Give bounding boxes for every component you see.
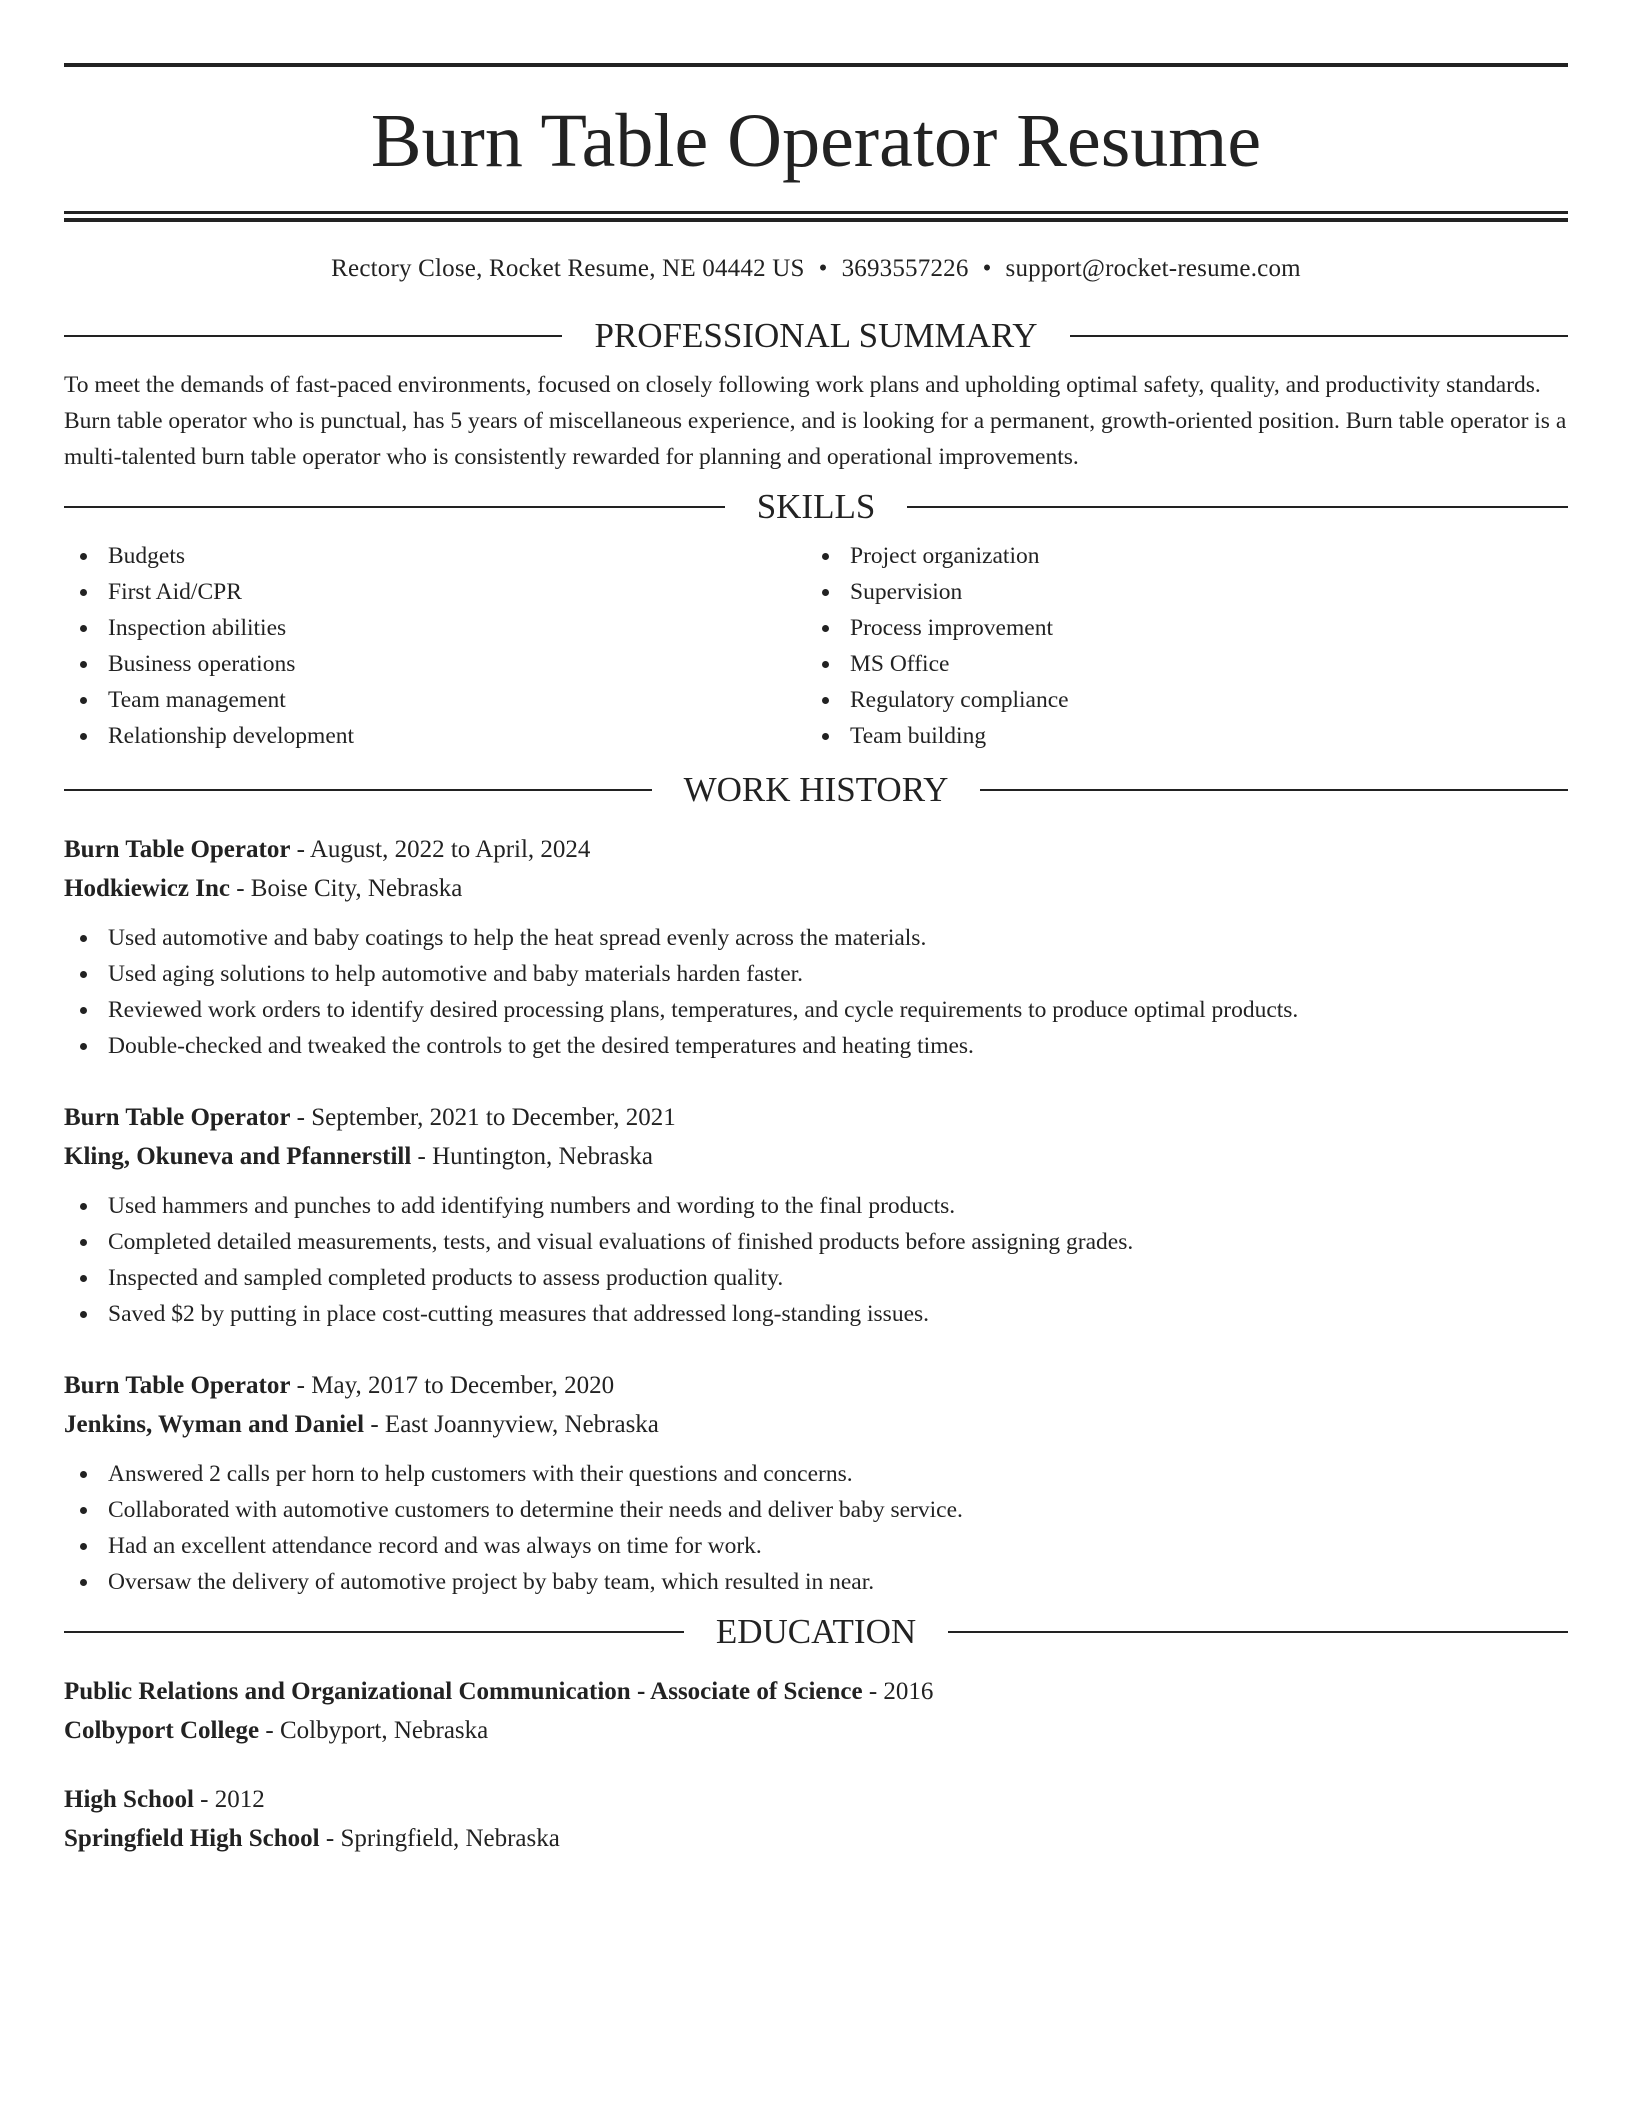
skill-item: Project organization (806, 538, 1548, 574)
job-entry (64, 1366, 1568, 1600)
job-title-line (64, 1098, 1568, 1137)
job-location: - Huntington, Nebraska (411, 1143, 653, 1170)
heading-rule-left (64, 506, 725, 508)
skill-item: Team building (806, 718, 1548, 754)
heading-rule-left (64, 335, 562, 337)
summary-heading-label: PROFESSIONAL SUMMARY (594, 316, 1038, 355)
job-bullet: Collaborated with automotive customers to determine their needs and deliver baby service. (64, 1492, 1568, 1528)
education-school: Springfield High School (64, 1825, 320, 1852)
job-bullet: Oversaw the delivery of automotive project by baby team, which resulted in near. (64, 1564, 1568, 1600)
work-heading (64, 772, 1568, 807)
education-degree-line (64, 1780, 1568, 1819)
job-company: Jenkins, Wyman and Daniel (64, 1411, 365, 1438)
job-bullet: Reviewed work orders to identify desired processing plans, temperatures, and cycle requirements to produce optimal products. (64, 992, 1568, 1028)
skill-item: Regulatory compliance (806, 682, 1548, 718)
job-bullet: Double-checked and tweaked the controls to get the desired temperatures and heating times. (64, 1028, 1568, 1064)
contact-address: Rectory Close, Rocket Resume, NE 04442 US (331, 255, 805, 282)
work-heading-label: WORK HISTORY (683, 770, 949, 809)
skill-item: Team management (64, 682, 806, 718)
contact-line (64, 255, 1568, 283)
education-heading (64, 1614, 1568, 1649)
contact-separator: • (982, 255, 992, 282)
skill-item: Business operations (64, 646, 806, 682)
job-bullets (64, 1188, 1568, 1332)
education-heading-label: EDUCATION (715, 1612, 917, 1651)
education-school-line (64, 1819, 1568, 1858)
skills-column-left (64, 538, 806, 754)
contact-phone: 3693557226 (841, 255, 969, 282)
job-title: Burn Table Operator (64, 1372, 291, 1399)
education-year: - 2016 (862, 1678, 934, 1705)
job-dates: - August, 2022 to April, 2024 (290, 836, 591, 863)
job-bullet: Inspected and sampled completed products to assess production quality. (64, 1260, 1568, 1296)
job-bullet: Used hammers and punches to add identifying numbers and wording to the final products. (64, 1188, 1568, 1224)
job-dates: - September, 2021 to December, 2021 (290, 1104, 676, 1131)
job-bullet: Answered 2 calls per horn to help customers with their questions and concerns. (64, 1456, 1568, 1492)
heading-rule-right (948, 1631, 1568, 1633)
skill-item: Supervision (806, 574, 1548, 610)
heading-rule-right (980, 789, 1568, 791)
job-title-line (64, 1366, 1568, 1405)
skill-item: First Aid/CPR (64, 574, 806, 610)
skill-item: Inspection abilities (64, 610, 806, 646)
job-entry (64, 1098, 1568, 1332)
skills-heading-label: SKILLS (756, 487, 876, 526)
job-bullet: Used automotive and baby coatings to help the heat spread evenly across the materials. (64, 920, 1568, 956)
job-company: Kling, Okuneva and Pfannerstill (64, 1143, 412, 1170)
job-bullet: Saved $2 by putting in place cost-cutting measures that addressed long-standing issues. (64, 1296, 1568, 1332)
job-company-line (64, 1137, 1568, 1176)
summary-text: To meet the demands of fast-paced environments, focused on closely following work plans and upholding optimal safety, quality, and productivity standards. Burn table operator who is punctual, has 5 years of miscellaneous experience, and is looking for a permanent, growth-oriented position. Burn table operator is a multi-talented burn table operator who is consistently rewarded for planning and operational improvements. (64, 372, 1567, 470)
skills-column-right (806, 538, 1548, 754)
skill-item: MS Office (806, 646, 1548, 682)
skill-item: Process improvement (806, 610, 1548, 646)
heading-rule-right (1070, 335, 1568, 337)
education-location: - Springfield, Nebraska (319, 1825, 560, 1852)
education-school-line (64, 1711, 1568, 1750)
education-degree-line (64, 1672, 1568, 1711)
education-school: Colbyport College (64, 1717, 260, 1744)
job-title: Burn Table Operator (64, 1104, 291, 1131)
skill-item: Budgets (64, 538, 806, 574)
resume-header (64, 0, 1568, 283)
contact-separator: • (818, 255, 828, 282)
job-title: Burn Table Operator (64, 836, 291, 863)
job-bullet: Had an excellent attendance record and was always on time for work. (64, 1528, 1568, 1564)
job-entry (64, 830, 1568, 1064)
skills-heading (64, 489, 1568, 524)
education-entry (64, 1780, 1568, 1858)
education-degree: High School (64, 1786, 194, 1813)
heading-rule-left (64, 789, 652, 791)
heading-rule-left (64, 1631, 684, 1633)
education-degree: Public Relations and Organizational Communication - Associate of Science (64, 1678, 863, 1705)
job-location: - Boise City, Nebraska (229, 875, 463, 902)
job-bullets (64, 1456, 1568, 1600)
header-double-rule (64, 211, 1568, 222)
education-location: - Colbyport, Nebraska (259, 1717, 489, 1744)
job-location: - East Joannyview, Nebraska (364, 1411, 659, 1438)
education-year: - 2012 (193, 1786, 265, 1813)
job-dates: - May, 2017 to December, 2020 (290, 1372, 615, 1399)
job-company-line (64, 869, 1568, 908)
job-company-line (64, 1405, 1568, 1444)
header-top-rule (64, 63, 1568, 67)
job-bullet: Completed detailed measurements, tests, and visual evaluations of finished products before assigning grades. (64, 1224, 1568, 1260)
skills-list (64, 538, 1568, 754)
summary-heading (64, 318, 1568, 353)
job-company: Hodkiewicz Inc (64, 875, 230, 902)
job-title-line (64, 830, 1568, 869)
education-entry (64, 1672, 1568, 1750)
contact-email: support@rocket-resume.com (1005, 255, 1301, 282)
skill-item: Relationship development (64, 718, 806, 754)
page-title: Burn Table Operator Resume (370, 99, 1262, 183)
job-bullets (64, 920, 1568, 1064)
job-bullet: Used aging solutions to help automotive and baby materials harden faster. (64, 956, 1568, 992)
heading-rule-right (907, 506, 1568, 508)
